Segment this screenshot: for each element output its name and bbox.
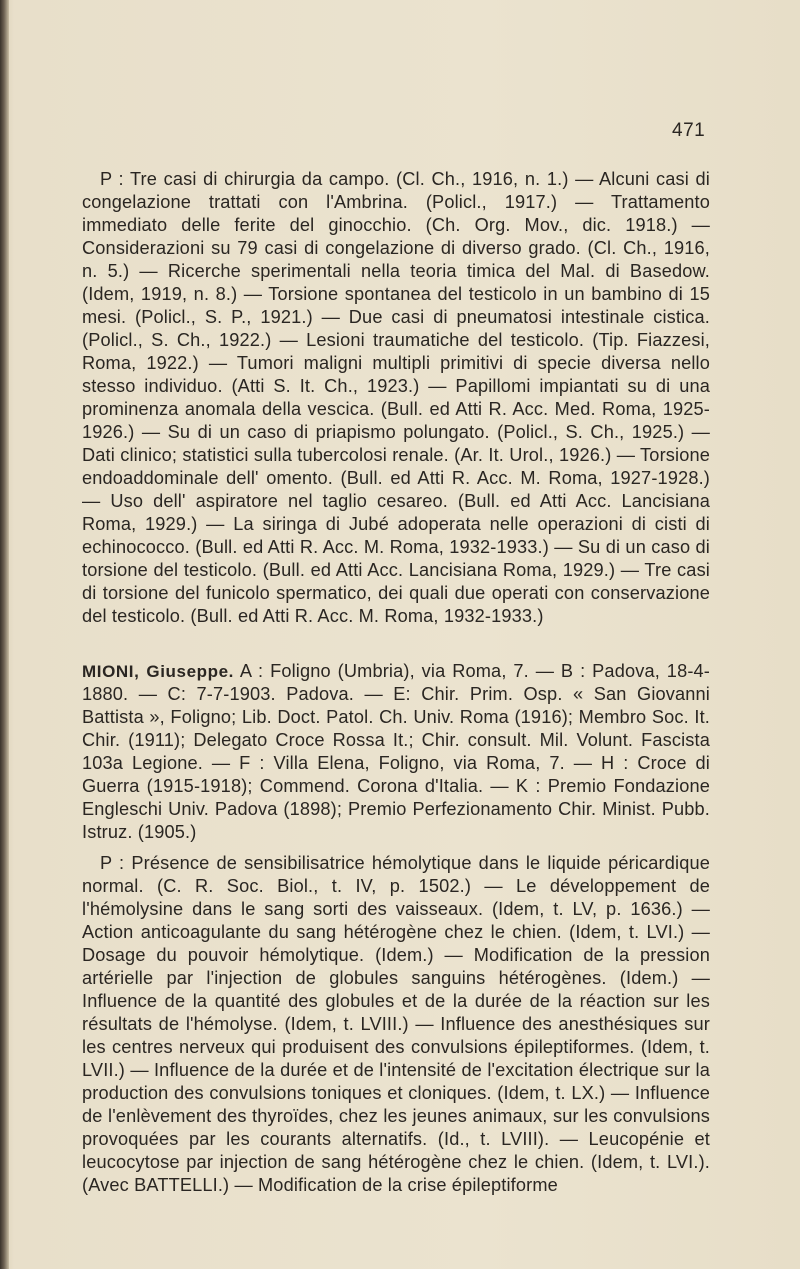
entry-name: MIONI, Giuseppe. [82,662,235,681]
biography-entry [82,660,710,844]
entry-details: A : Foligno (Umbria), via Roma, 7. — B : Padova, 18-4-1880. — C: 7-7-1903. Padova. — E: Chir. Prim. Osp. « San Giovanni Battista », Foligno; Lib. Doct. Patol. Ch. Univ. Roma (1916); Membro Soc. It. Chir. (1911); Delegato Croce Rossa It.; Chir. consult. Mil. Volunt. Fascista 103a Legione. — F : Villa Elena, Foligno, via Roma, 7. — H : Croce di Guerra (1915-1918); Commend. Corona d'Italia. — K : Premio Fondazione Engleschi Univ. Padova (1898); Premio Perfezionamento Chir. Minist. Pubb. Istruz. (1905.) [82,661,711,842]
text-block [82,168,710,1197]
publications-paragraph-2: P : Présence de sensibilisatrice hémolytique dans le liquide péricardique normal. (C. R. Soc. Biol., t. IV, p. 1502.) — Le développement de l'hémolysine dans le sang sorti des vaisseaux. (Idem, t. LV, p. 1636.) — Action anticoagulante du sang hétérogène chez le chien. (Idem, t. LVI.) — Dosage du pouvoir hémolytique. (Idem.) — Modification de la pression artérielle par l'injection de globules sanguins hétérogènes. (Idem.) — Influence de la quantité des globules et de la durée de la réaction sur les résultats de l'hémolyse. (Idem, t. LVIII.) — Influence des anesthésiques sur les centres nerveux qui produisent des convulsions épileptiformes. (Idem, t. LVII.) — Influence de la durée et de l'intensité de l'excitation électrique sur la production des convulsions toniques et cloniques. (Idem, t. LX.) — Influence de l'enlèvement des thyroïdes, chez les jeunes animaux, sur les convulsions provoquées par les courants alternatifs. (Id., t. LVIII). — Leucopénie et leucocytose par injection de sang hétérogène chez le chien. (Idem, t. LVI.). (Avec BATTELLI.) — Modification de la crise épileptiforme [82,853,710,1195]
binding-edge [0,0,9,1269]
page-number: 471 [672,120,706,141]
publications-paragraph: P : Tre casi di chirurgia da campo. (Cl. Ch., 1916, n. 1.) — Alcuni casi di congelazione trattati con l'Ambrina. (Policl., 1917.) — Trattamento immediato delle ferite del ginocchio. (Ch. Org. Mov., dic. 1918.) — Considerazioni su 79 casi di congelazione di diverso grado. (Cl. Ch., 1916, n. 5.) — Ricerche sperimentali nella teoria timica del Mal. di Basedow. (Idem, 1919, n. 8.) — Torsione spontanea del testicolo in un bambino di 15 mesi. (Policl., S. P., 1921.) — Due casi di pneumatosi intestinale cistica. (Policl., S. Ch., 1922.) — Lesioni traumatiche del testicolo. (Tip. Fiazzesi, Roma, 1922.) — Tumori maligni multipli primitivi di specie diversa nello stesso individuo. (Atti S. It. Ch., 1923.) — Papillomi impiantati su di una prominenza anomala della vescica. (Bull. ed Atti R. Acc. Med. Roma, 1925-1926.) — Su di un caso di priapismo polungato. (Policl., S. Ch., 1925.) — Dati clinico; statistici sulla tubercolosi renale. (Ar. It. Urol., 1926.) — Torsione endoaddominale dell' omento. (Bull. ed Atti R. Acc. M. Roma, 1927-1928.) — Uso dell' aspiratore nel taglio cesareo. (Bull. ed Atti Acc. Lancisiana Roma, 1929.) — La siringa di Jubé adoperata nelle operazioni di cisti di echinococco. (Bull. ed Atti R. Acc. M. Roma, 1932-1933.) — Su di un caso di torsione del testicolo. (Bull. ed Atti Acc. Lancisiana Roma, 1929.) — Tre casi di torsione del funicolo spermatico, dei quali due operati con conservazione del testicolo. (Bull. ed Atti R. Acc. M. Roma, 1932-1933.) [82,169,710,626]
